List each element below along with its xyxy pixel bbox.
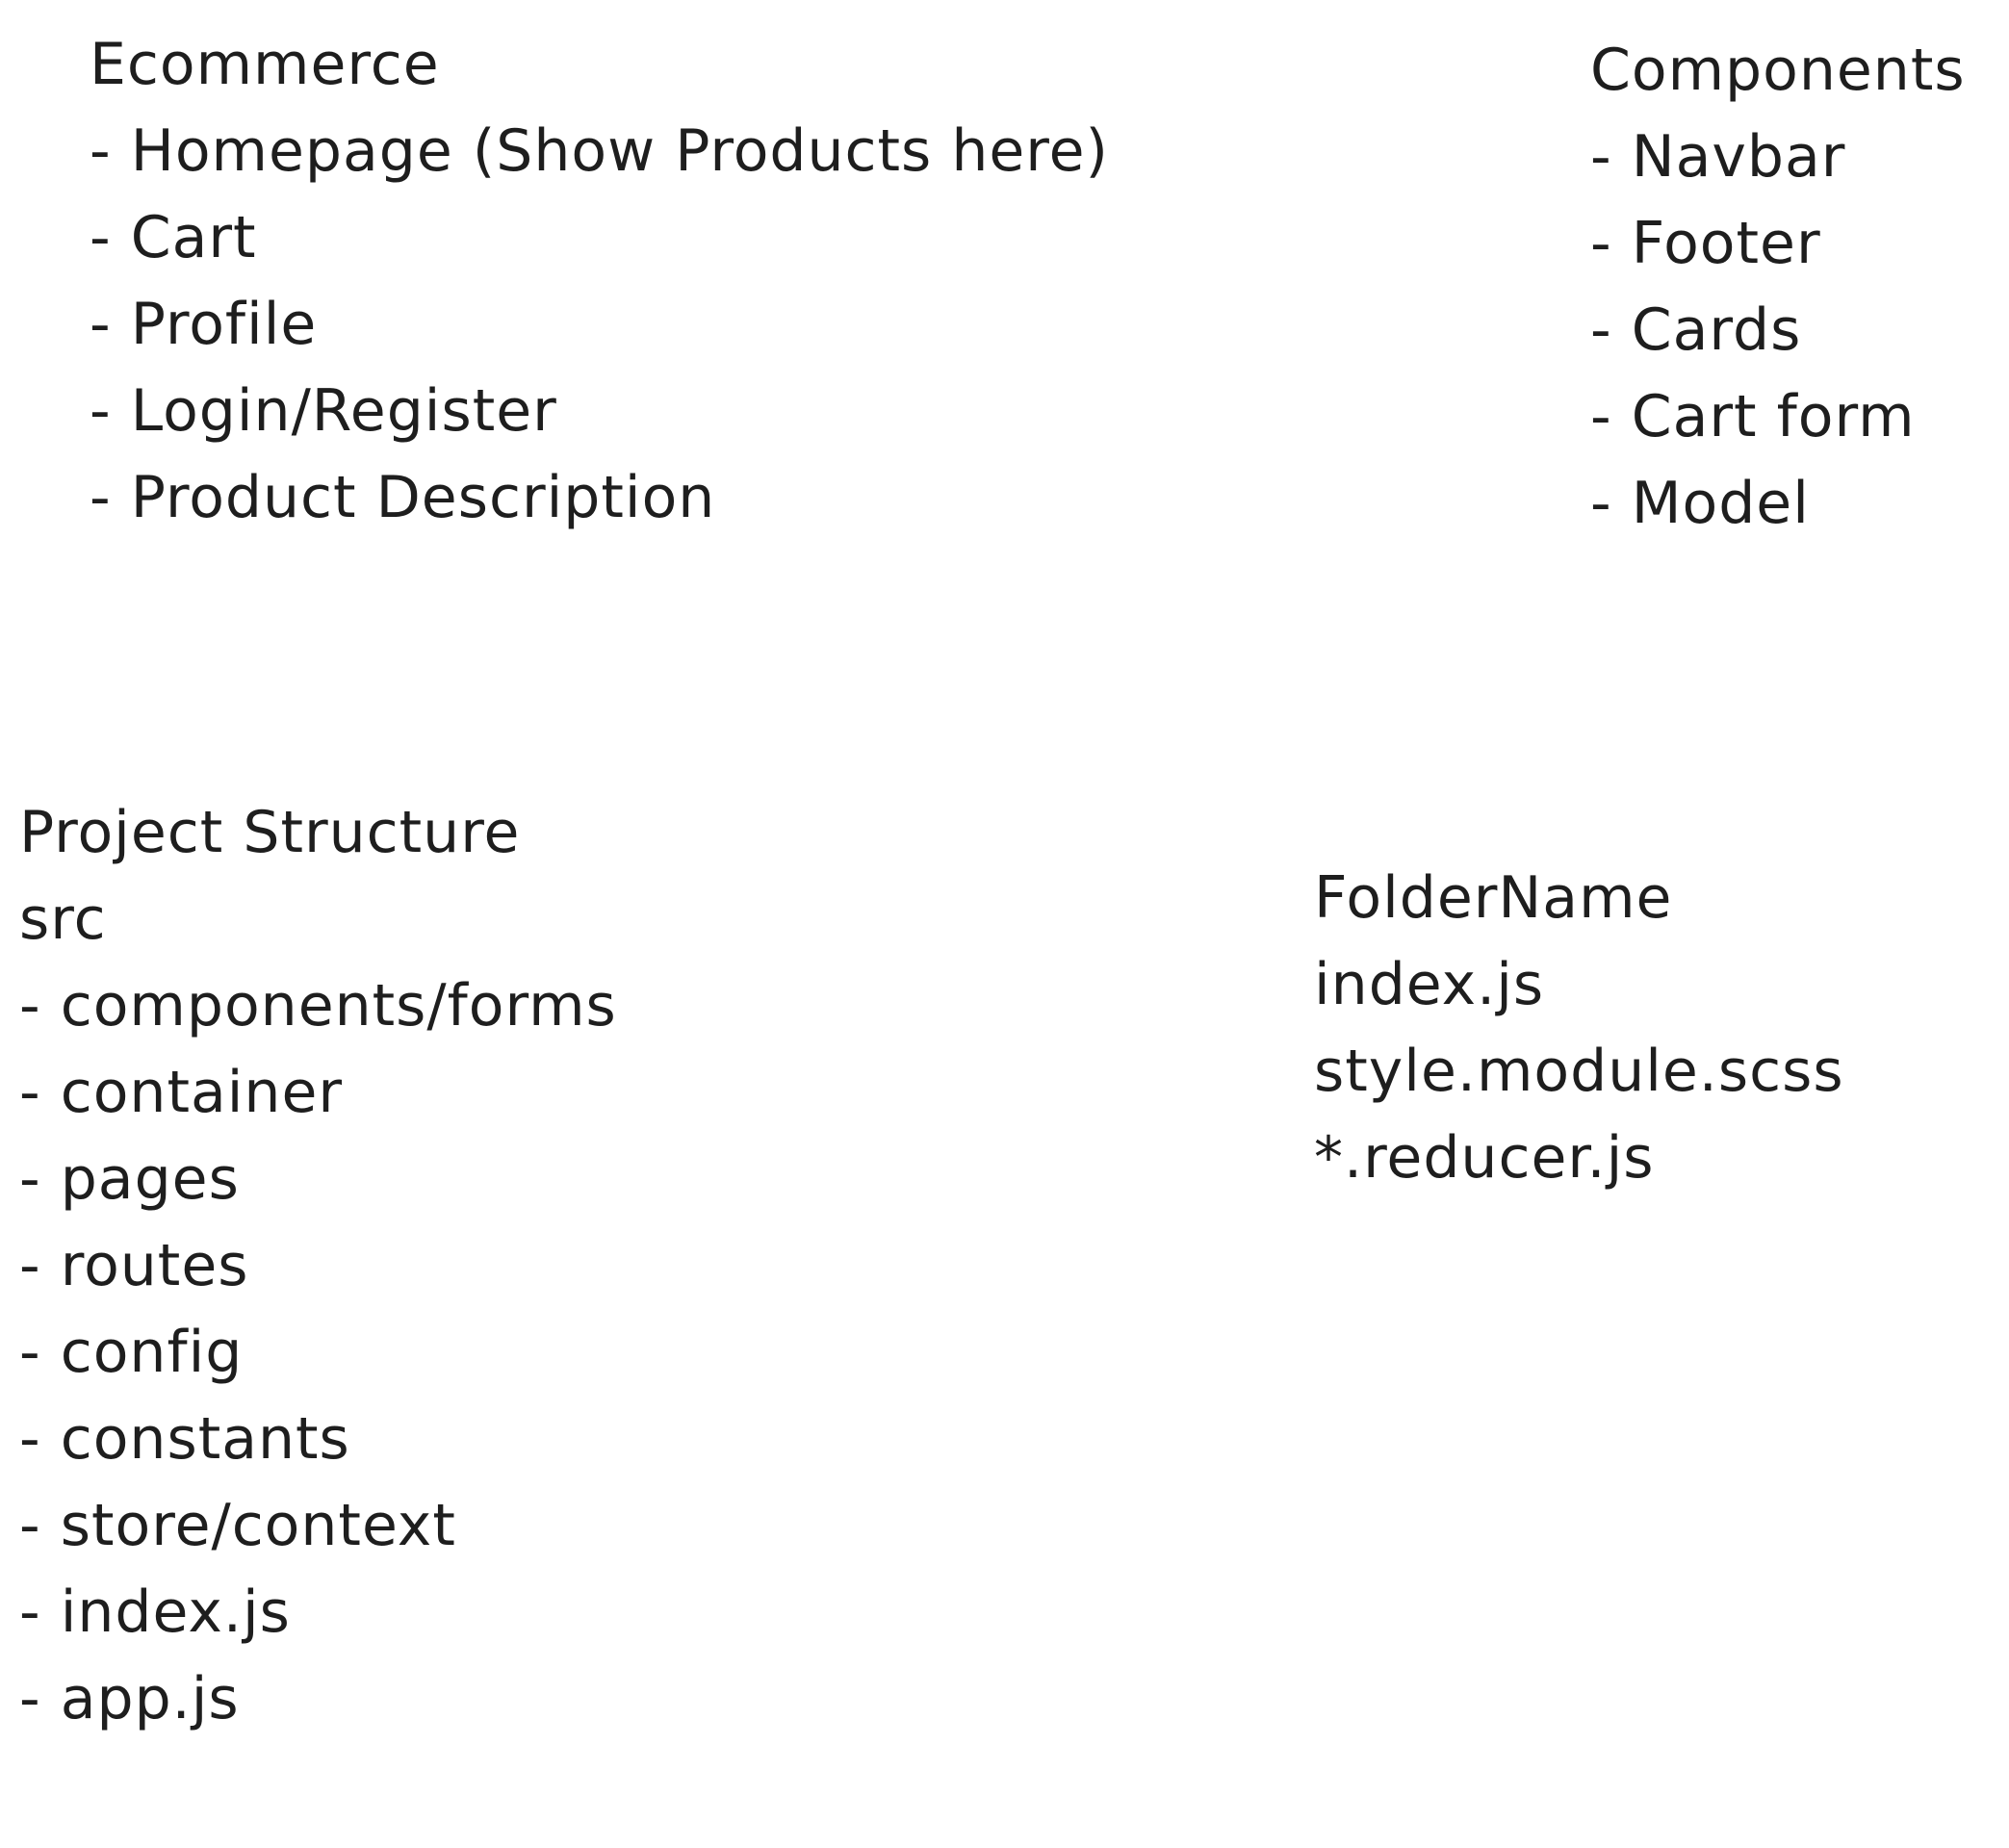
folder-note: [1314, 855, 1844, 1201]
project-structure-root: src: [19, 886, 107, 953]
components-item-navbar: - Navbar: [1590, 123, 1846, 191]
ecommerce-item-cart: - Cart: [90, 204, 257, 271]
project-item-components-forms: - components/forms: [19, 972, 617, 1040]
project-structure-title: Project Structure: [19, 799, 521, 866]
ecommerce-title: Ecommerce: [90, 31, 440, 98]
folder-file-style-module-scss: style.module.scss: [1314, 1038, 1844, 1105]
project-structure-note: [19, 789, 617, 1742]
project-item-constants: - constants: [19, 1405, 350, 1473]
ecommerce-item-product-description: - Product Description: [90, 464, 716, 531]
project-item-config: - config: [19, 1319, 244, 1386]
ecommerce-item-homepage: - Homepage (Show Products here): [90, 117, 1109, 185]
project-item-container: - container: [19, 1059, 344, 1126]
project-item-index-js: - index.js: [19, 1578, 291, 1646]
folder-file-reducer-js: *.reducer.js: [1314, 1124, 1655, 1192]
folder-file-index-js: index.js: [1314, 951, 1545, 1018]
components-item-cart-form: - Cart form: [1590, 383, 1916, 450]
components-item-model: - Model: [1590, 470, 1810, 537]
ecommerce-item-profile: - Profile: [90, 291, 318, 358]
ecommerce-note: [90, 21, 1109, 541]
components-note: [1590, 27, 1966, 547]
project-item-app-js: - app.js: [19, 1665, 240, 1732]
components-title: Components: [1590, 37, 1966, 104]
project-item-routes: - routes: [19, 1232, 249, 1299]
components-item-cards: - Cards: [1590, 296, 1802, 364]
components-item-footer: - Footer: [1590, 210, 1821, 277]
ecommerce-item-login-register: - Login/Register: [90, 377, 557, 445]
project-item-pages: - pages: [19, 1145, 240, 1213]
project-item-store-context: - store/context: [19, 1492, 456, 1559]
folder-title: FolderName: [1314, 864, 1673, 932]
